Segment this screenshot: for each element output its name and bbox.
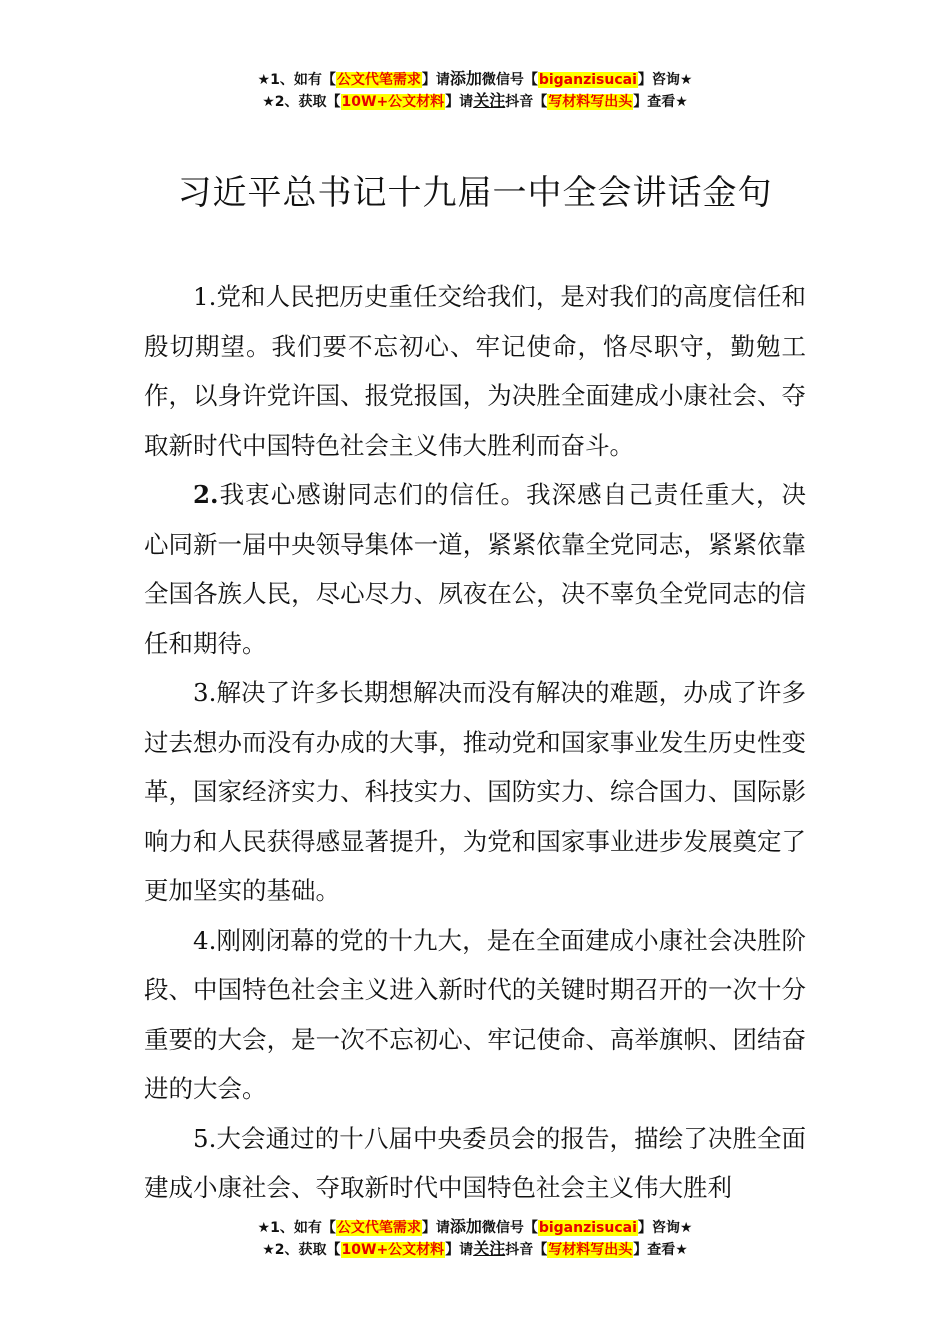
paragraph-text: 解决了许多长期想解决而没有解决的难题，办成了许多过去想办而没有办成的大事，推动党和国家事业发生历史性变革，国家经济实力、科技实力、国防实力、综合国力、国际影响力和人民获得感显著提升，为党和国家事业进步发展奠定了更加坚实的基础。 <box>144 678 806 905</box>
banner-text: 】查看★ <box>633 94 688 110</box>
banner-text: 抖音【 <box>505 1242 548 1258</box>
banner-text: 微信号【 <box>481 72 538 88</box>
banner-douyin-id: 写材料写出头 <box>548 1242 633 1258</box>
paragraph-text: 党和人民把历史重任交给我们，是对我们的高度信任和殷切期望。我们要不忘初心、牢记使命，恪尽职守，勤勉工作，以身许党许国、报党报国，为决胜全面建成小康社会、夺取新时代中国特色社会主义伟大胜利而奋斗。 <box>144 282 806 460</box>
paragraph-number: 1. <box>193 282 217 311</box>
banner-text: ★1、如有【 <box>257 1220 336 1236</box>
banner-emphasis: 关注 <box>473 91 506 110</box>
paragraph-number: 5. <box>193 1123 217 1153</box>
paragraph-text: 刚刚闭幕的党的十九大，是在全面建成小康社会决胜阶段、中国特色社会主义进入新时代的关键时期召开的一次十分重要的大会，是一次不忘初心、牢记使命、高举旗帜、团结奋进的大会。 <box>144 925 806 1103</box>
banner-text: 】请 <box>445 94 474 110</box>
banner-douyin-id: 写材料写出头 <box>548 94 633 110</box>
banner-wechat-id: biganzisucai <box>538 1220 637 1236</box>
paragraph-text: 大会通过的十八届中央委员会的报告，描绘了决胜全面建成小康社会、夺取新时代中国特色社会主义伟大胜利 <box>144 1123 806 1202</box>
banner-line-1 <box>0 1216 950 1238</box>
banner-text: 抖音【 <box>505 94 548 110</box>
paragraph-number: 4. <box>193 925 217 955</box>
banner-text: 】请 <box>421 1220 450 1236</box>
banner-text: ★2、获取【 <box>262 1242 341 1258</box>
banner-text: 】咨询★ <box>637 1220 693 1236</box>
banner-emphasis: 关注 <box>473 1239 506 1258</box>
document-title: 习近平总书记十九届一中全会讲话金句 <box>177 173 773 213</box>
banner-line-2 <box>0 1238 950 1260</box>
paragraph-number: 3. <box>193 678 217 707</box>
paragraph-2 <box>144 470 806 668</box>
banner-highlight: 10W+公文材料 <box>341 1242 445 1258</box>
banner-text: 】咨询★ <box>637 72 693 88</box>
banner-text: ★2、获取【 <box>262 94 341 110</box>
banner-text: 】查看★ <box>633 1242 688 1258</box>
banner-highlight: 10W+公文材料 <box>341 94 445 110</box>
banner-text: 】请 <box>445 1242 474 1258</box>
banner-line-1 <box>0 68 950 90</box>
banner-emphasis: 添加 <box>449 1217 482 1236</box>
banner-emphasis: 添加 <box>449 69 482 88</box>
banner-text: 微信号【 <box>481 1220 538 1236</box>
banner-highlight: 公文代笔需求 <box>336 72 421 88</box>
document-body <box>144 272 806 1213</box>
footer-banner <box>0 1216 950 1260</box>
paragraph-4 <box>144 916 806 1114</box>
banner-text: ★1、如有【 <box>257 72 336 88</box>
paragraph-5 <box>144 1114 806 1213</box>
banner-highlight: 公文代笔需求 <box>336 1220 421 1236</box>
banner-text: 】请 <box>421 72 450 88</box>
paragraph-text: 我衷心感谢同志们的信任。我深感自己责任重大，决心同新一届中央领导集体一道，紧紧依靠全党同志，紧紧依靠全国各族人民，尽心尽力、夙夜在公，决不辜负全党同志的信任和期待。 <box>144 480 806 658</box>
paragraph-number: 2. <box>193 480 219 509</box>
banner-line-2 <box>0 90 950 112</box>
banner-wechat-id: biganzisucai <box>538 72 637 88</box>
paragraph-3 <box>144 668 806 916</box>
header-banner <box>0 68 950 112</box>
paragraph-1 <box>144 272 806 470</box>
